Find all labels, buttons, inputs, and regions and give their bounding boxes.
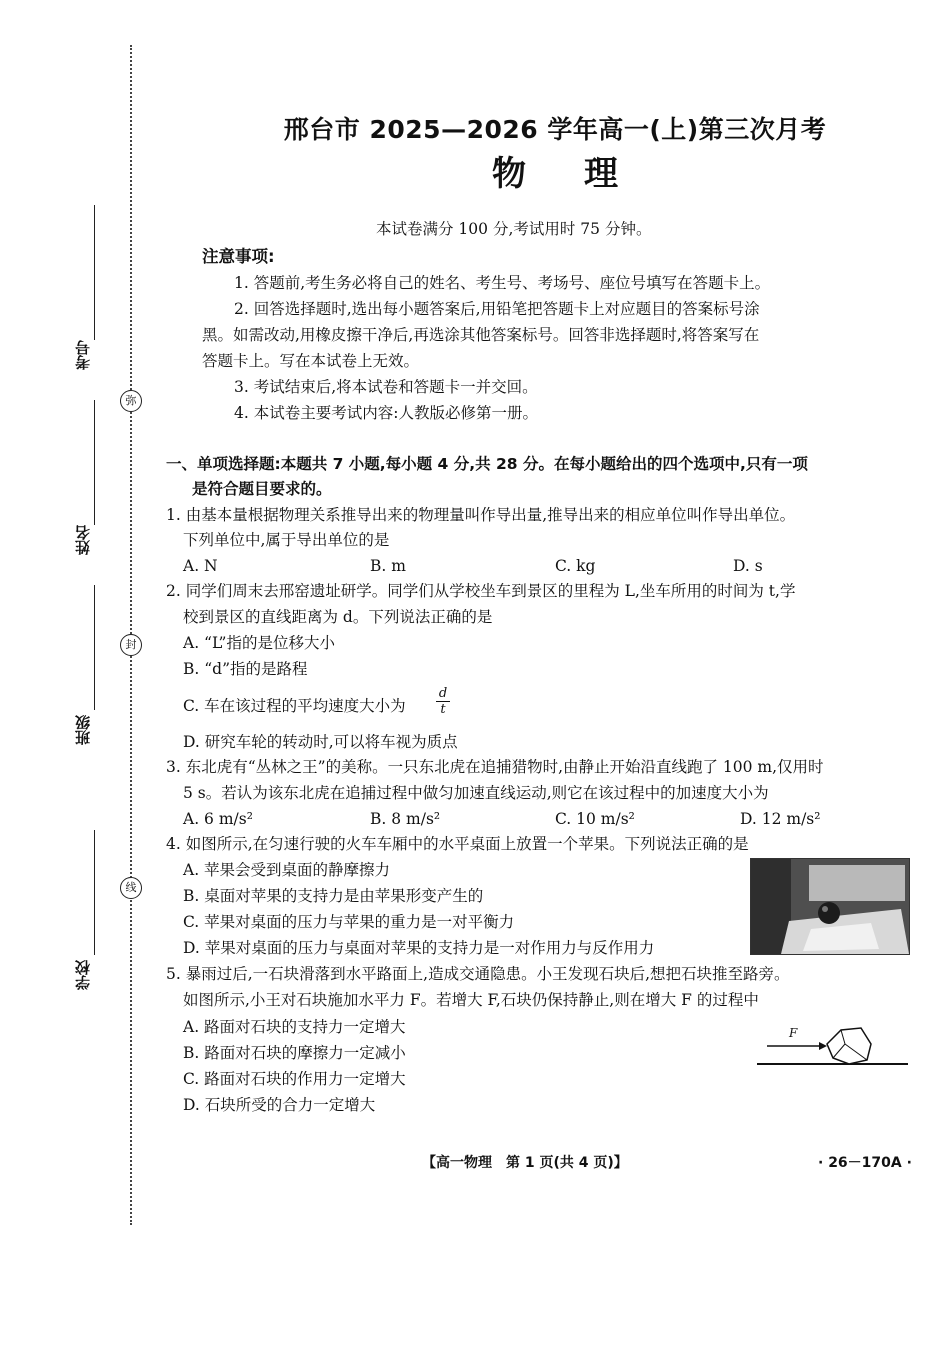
name-line	[94, 400, 95, 525]
name-field	[72, 400, 102, 570]
q3-option-c: C. 10 m/s²	[555, 810, 635, 828]
q2-option-d: D. 研究车轮的转动时,可以将车视为质点	[183, 733, 458, 751]
q1-option-b: B. m	[370, 557, 406, 575]
notice-item-2-cont: 黑。如需改动,用橡皮擦干净后,再选涂其他答案标号。回答非选择题时,将答案写在	[202, 326, 760, 344]
q2-fraction	[436, 686, 450, 717]
school-field	[72, 830, 102, 1000]
q5-option-c: C. 路面对石块的作用力一定增大	[183, 1070, 406, 1088]
q5-stem-cont: 如图所示,小王对石块施加水平力 F。若增大 F,石块仍保持静止,则在增大 F 的过程中	[183, 991, 759, 1009]
exam-number-line	[94, 205, 95, 340]
q1-stem-cont: 下列单位中,属于导出单位的是	[183, 531, 390, 549]
q3-option-b: B. 8 m/s²	[370, 810, 441, 828]
rock-force-diagram	[755, 1022, 910, 1070]
q3-stem: 3. 东北虎有“丛林之王”的美称。一只东北虎在追捕猎物时,由静止开始沿直线跑了 100 m,仅用时	[166, 758, 824, 776]
q5-stem: 5. 暴雨过后,一石块滑落到水平路面上,造成交通隐患。小王发现石块后,想把石块推至路旁。	[166, 965, 790, 983]
seal-xian: 线	[120, 877, 142, 899]
q1-option-c: C. kg	[555, 557, 596, 575]
school-label: 学校	[74, 960, 92, 990]
q2-stem-cont: 校到景区的直线距离为 d。下列说法正确的是	[183, 608, 493, 626]
q4-stem: 4. 如图所示,在匀速行驶的火车车厢中的水平桌面上放置一个苹果。下列说法正确的是	[166, 835, 749, 853]
exam-number-field	[72, 205, 102, 385]
q1-stem: 1. 由基本量根据物理关系推导出来的物理量叫作导出量,推导出来的相应单位叫作导出单位。	[166, 506, 796, 524]
notice-item-2: 2. 回答选择题时,选出每小题答案后,用铅笔把答题卡上对应题目的答案标号涂	[234, 300, 760, 318]
q2-option-a: A. “L”指的是位移大小	[183, 634, 335, 652]
notice-item-3: 3. 考试结束后,将本试卷和答题卡一并交回。	[234, 378, 538, 396]
exam-number-label: 考号	[74, 340, 92, 370]
q4-option-d: D. 苹果对桌面的压力与桌面对苹果的支持力是一对作用力与反作用力	[183, 939, 655, 957]
q2-option-b: B. “d”指的是路程	[183, 660, 308, 678]
subject-title: 物理	[492, 154, 676, 194]
exam-intro: 本试卷满分 100 分,考试用时 75 分钟。	[376, 220, 652, 238]
q4-option-a: A. 苹果会受到桌面的静摩擦力	[183, 861, 391, 879]
exam-title: 邢台市 2025—2026 学年高一(上)第三次月考	[283, 115, 827, 144]
class-field	[72, 585, 102, 755]
paper-code: · 26－170A ·	[818, 1155, 912, 1171]
school-line	[94, 830, 95, 955]
q3-stem-cont: 5 s。若认为该东北虎在追捕过程中做匀加速直线运动,则它在该过程中的加速度大小为	[183, 784, 769, 802]
section-heading-cont: 是符合题目要求的。	[192, 480, 332, 498]
q5-option-a: A. 路面对石块的支持力一定增大	[183, 1018, 406, 1036]
q2-fraction-numerator: d	[438, 686, 448, 701]
notice-item-1: 1. 答题前,考生务必将自己的姓名、考生号、考场号、座位号填写在答题卡上。	[234, 274, 771, 292]
q4-option-b: B. 桌面对苹果的支持力是由苹果形变产生的	[183, 887, 484, 905]
q2-stem: 2. 同学们周末去邢窑遗址研学。同学们从学校坐车到景区的里程为 L,坐车所用的时间为 t,学	[166, 582, 796, 600]
q5-option-b: B. 路面对石块的摩擦力一定减小	[183, 1044, 406, 1062]
force-label: F	[789, 1026, 798, 1040]
train-apple-photo	[750, 858, 910, 955]
page-footer: 【高一物理 第 1 页(共 4 页)】	[422, 1155, 628, 1171]
notice-item-2-end: 答题卡上。写在本试卷上无效。	[202, 352, 420, 370]
class-line	[94, 585, 95, 710]
q2-option-c: C. 车在该过程的平均速度大小为	[183, 697, 406, 715]
q5-option-d: D. 石块所受的合力一定增大	[183, 1096, 376, 1114]
notice-heading: 注意事项:	[202, 247, 275, 266]
class-label: 班级	[74, 715, 92, 745]
q2-fraction-denominator: t	[436, 701, 450, 717]
notice-item-4: 4. 本试卷主要考试内容:人教版必修第一册。	[234, 404, 538, 422]
seal-feng: 封	[120, 634, 142, 656]
q3-option-a: A. 6 m/s²	[183, 810, 253, 828]
q1-option-a: A. N	[183, 557, 218, 575]
q1-option-d: D. s	[733, 557, 763, 575]
name-label: 姓名	[74, 525, 92, 555]
q4-option-c: C. 苹果对桌面的压力与苹果的重力是一对平衡力	[183, 913, 515, 931]
seal-mi: 弥	[120, 390, 142, 412]
section-heading: 一、单项选择题:本题共 7 小题,每小题 4 分,共 28 分。在每小题给出的四个选项中,只有一项	[166, 455, 808, 473]
q3-option-d: D. 12 m/s²	[740, 810, 821, 828]
